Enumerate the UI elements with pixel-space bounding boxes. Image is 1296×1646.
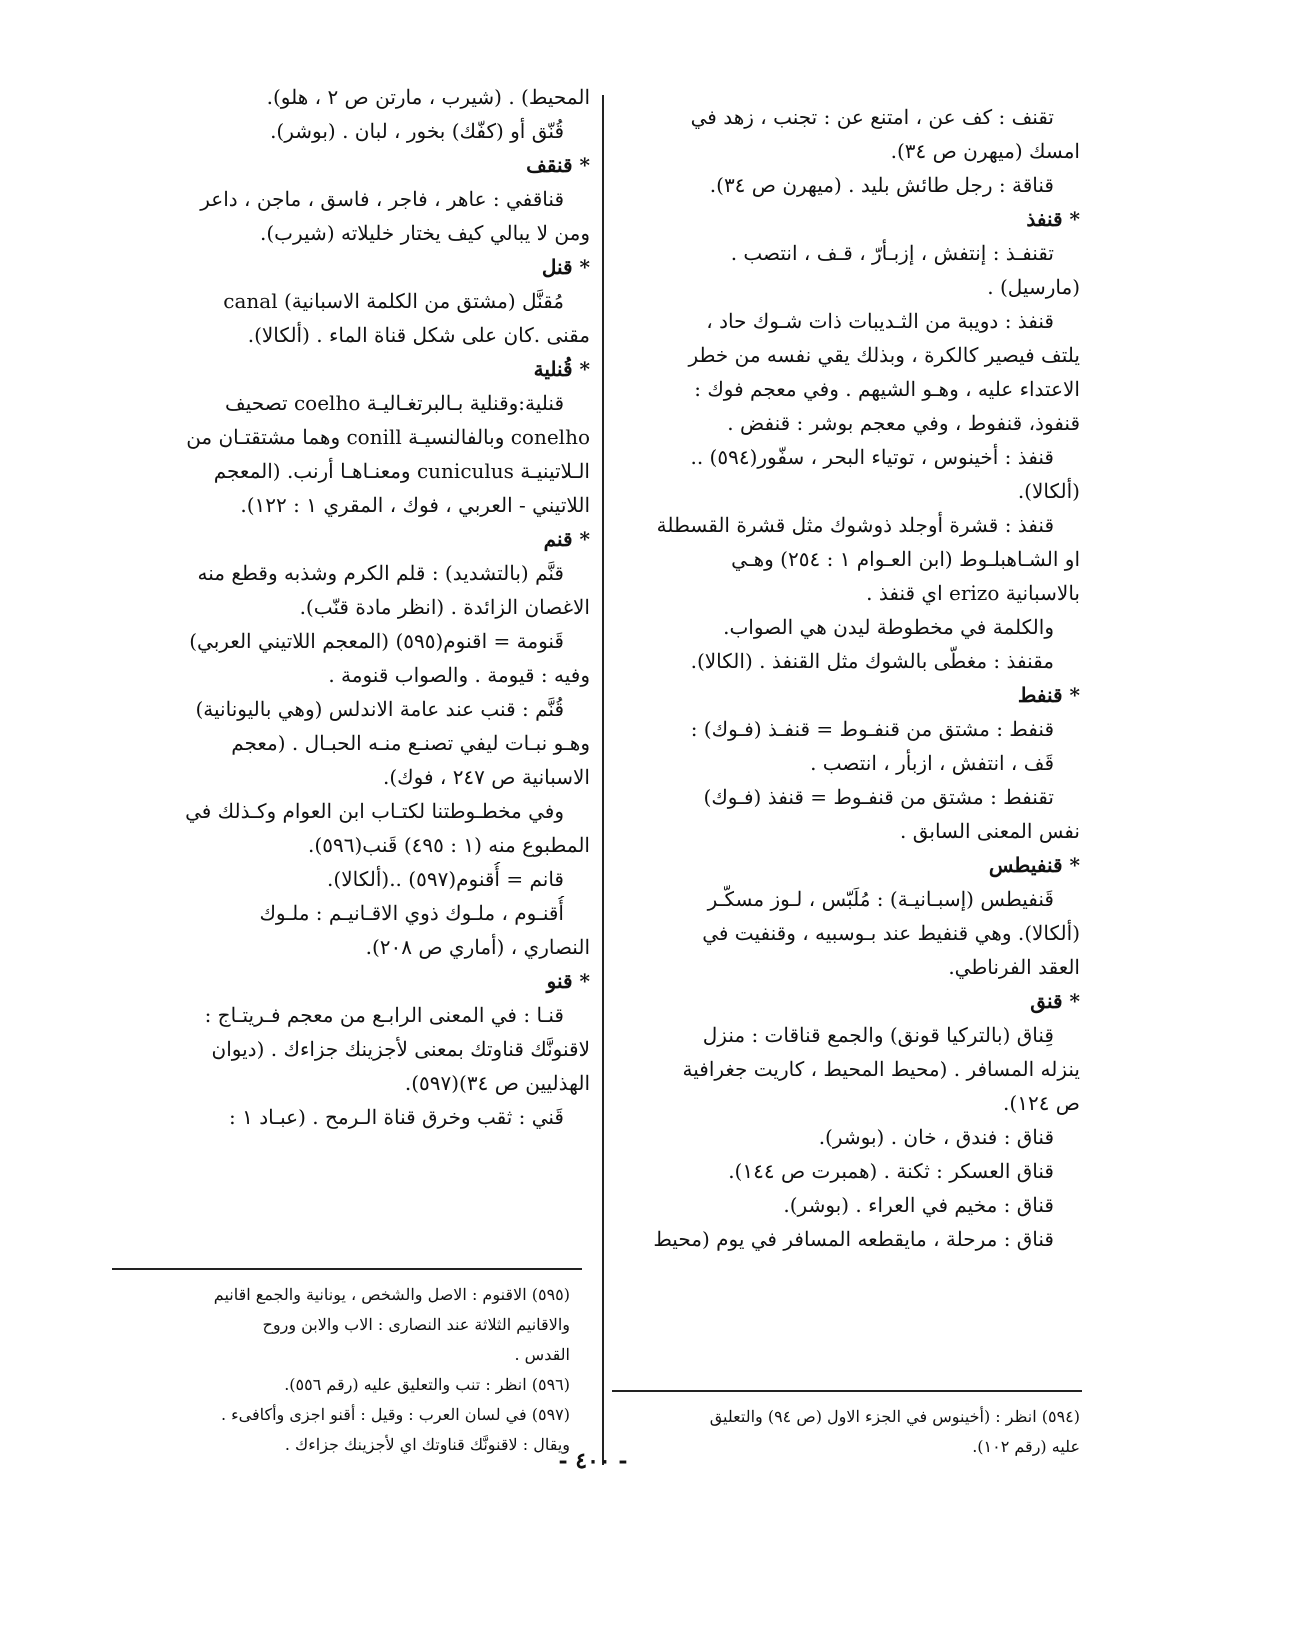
text-line: وفيه : قيومة . والصواب قنومة . xyxy=(328,663,590,687)
text-line: قنفذ : أخينوس ، توتياء البحر ، سفّور(٥٩٤) .. xyxy=(690,445,1054,469)
text-line: بالاسبانية erizo اي قنفذ . xyxy=(866,581,1080,605)
text-line: قانم = أُقنوم(٥٩٧) ..(ألكالا). xyxy=(327,867,564,891)
text-line: اللاتيني - العربي ، فوك ، المقري ١ : ١٢٢). xyxy=(240,493,590,517)
text-line: قناق : مخيم في العراء . (بوشر). xyxy=(783,1193,1054,1217)
footnote-line: والاقانيم الثلاثة عند النصارى : الاب والابن وروح xyxy=(262,1315,570,1334)
text-line: النصاري ، (أماري ص ٢٠٨). xyxy=(365,935,590,959)
entry-heading: * قنقف xyxy=(526,153,590,177)
text-line: وفي مخطـوطتنا لكتـاب ابن العوام وكـذلك في xyxy=(185,799,564,823)
text-line: قُنَّم : قنب عند عامة الاندلس (وهي باليونانية) xyxy=(195,697,564,721)
text-line: المطبوع منه (١ : ٤٩٥) قَنب(٥٩٦). xyxy=(308,833,590,857)
text-line: مُقنَّل (مشتق من الكلمة الاسبانية) canal xyxy=(223,289,564,313)
text-line: قِناق (بالتركيا قونق) والجمع قناقات : منزل xyxy=(702,1023,1054,1047)
text-line: الهذليين ص ٣٤)(٥٩٧). xyxy=(404,1071,590,1095)
text-line: conelho وبالفالنسيـة conill وهما مشتقتـان من xyxy=(186,425,590,449)
footnote-line: (٥٩٦) انظر : تنب والتعليق عليه (رقم ٥٥٦). xyxy=(284,1375,570,1394)
text-line: قَنفيطس (إسبـانيـة) : مُلَبّس ، لـوز مسكّـر xyxy=(707,887,1054,911)
footnotes-right xyxy=(640,1402,1080,1462)
entry-heading: * قنو xyxy=(546,969,590,993)
text-line: تقنفط : مشتق من قنفـوط = قنفذ (فـوك) xyxy=(703,785,1054,809)
text-line: (مارسيل) . xyxy=(987,275,1080,299)
footnote-rule-left xyxy=(112,1268,582,1270)
text-line: (ألكالا). xyxy=(1017,479,1080,503)
text-line: العقد الفرناطي. xyxy=(948,955,1080,979)
right-column xyxy=(640,100,1080,1256)
entry-heading: * قنل xyxy=(541,255,590,279)
text-line: الاغصان الزائدة . (انظر مادة قنّب). xyxy=(299,595,590,619)
text-line: تقنف : كف عن ، امتنع عن : تجنب ، زهد في xyxy=(690,105,1054,129)
footnote-line: (٥٩٧) في لسان العرب : وقيل : أقنو اجزى وأكافىء . xyxy=(220,1405,570,1424)
text-line: قُنّق أو (كفّك) بخور ، لبان . (بوشر). xyxy=(270,119,564,143)
text-line: قناق : فندق ، خان . (بوشر). xyxy=(818,1125,1054,1149)
text-line: (ألكالا). وهي قنفيط عند بـوسبيه ، وقنفيت في xyxy=(702,921,1080,945)
column-divider xyxy=(602,95,604,1465)
text-line: قنفذ : دويبة من الثـديبات ذات شـوك حاد ، xyxy=(706,309,1054,333)
text-line: قنفوذ، قنفوط ، وفي معجم بوشر : قنفض . xyxy=(727,411,1080,435)
text-line: قنفذ : قشرة أوجلد ذوشوك مثل قشرة القسطلة xyxy=(656,513,1054,537)
footnotes-left xyxy=(130,1280,570,1460)
text-line: وهـو نبـات ليفي تصنـع منـه الحبـال . (معجم xyxy=(231,731,590,755)
text-line: امسك (ميهرن ص ٣٤). xyxy=(890,139,1080,163)
entry-heading: * قنم xyxy=(543,527,590,551)
text-line: قنَّم (بالتشديد) : قلم الكرم وشذبه وقطع منه xyxy=(197,561,564,585)
text-line: نفس المعنى السابق . xyxy=(899,819,1080,843)
text-line: قناقفي : عاهر ، فاجر ، فاسق ، ماجن ، داعر xyxy=(200,187,564,211)
footnote-line: القدس . xyxy=(514,1345,570,1364)
footnote-rule-right xyxy=(612,1390,1082,1392)
text-line: قَنومة = اقنوم(٥٩٥) (المعجم اللاتيني العربي) xyxy=(189,629,564,653)
text-line: قَني : ثقب وخرق قناة الـرمح . (عبـاد ١ : xyxy=(229,1105,564,1129)
text-line: او الشـاهبلـوط (ابن العـوام ١ : ٢٥٤) وهـي xyxy=(731,547,1080,571)
entry-heading: * قنفيطس xyxy=(988,853,1080,877)
left-column xyxy=(130,80,590,1134)
text-line: قَف ، انتفش ، ازبأر ، انتصب . xyxy=(810,751,1054,775)
footnote-line: (٥٩٤) انظر : (أخينوس في الجزء الاول (ص ٩٤) والتعليق xyxy=(709,1407,1080,1426)
text-line: يلتف فيصير كالكرة ، وبذلك يقي نفسه من خطر xyxy=(688,343,1080,367)
footnote-line: ويقال : لاقنونَّك قناوتك اي لأجزينك جزاءك . xyxy=(284,1435,570,1454)
text-line: تقنفـذ : إنتفش ، إزبـأرّ ، قـف ، انتصب . xyxy=(730,241,1054,265)
text-line: ينزله المسافر . (محيط المحيط ، كاريت جغرافية xyxy=(682,1057,1080,1081)
text-line: لاقنونَّك قناوتك بمعنى لأجزينك جزاءك . (ديوان xyxy=(211,1037,590,1061)
text-line: ومن لا يبالي كيف يختار خليلاته (شيرب). xyxy=(260,221,590,245)
text-line: مقنى .كان على شكل قناة الماء . (ألكالا). xyxy=(247,323,590,347)
entry-heading: * قنق xyxy=(1030,989,1080,1013)
text-line: أُقنـوم ، ملـوك ذوي الاقـانيـم : ملـوك xyxy=(259,901,564,925)
footnote-line: (٥٩٥) الاقنوم : الاصل والشخص ، يونانية والجمع اقانيم xyxy=(213,1285,570,1304)
text-line: قنلية:وقنلية بـالبرتغـاليـة coelho تصحيف xyxy=(225,391,564,415)
footnote-line: عليه (رقم ١٠٢). xyxy=(972,1437,1080,1456)
text-line: قنـا : في المعنى الرابـع من معجم فـريتـاج : xyxy=(204,1003,564,1027)
text-line: الـلاتينيـة cuniculus ومعنـاهـا أرنب. (المعجم xyxy=(213,459,590,483)
text-line: مقنفذ : مغطّى بالشوك مثل القنفذ . (الكالا). xyxy=(690,649,1054,673)
text-line: قناق العسكر : ثكنة . (همبرت ص ١٤٤). xyxy=(728,1159,1054,1183)
text-line: والكلمة في مخطوطة ليدن هي الصواب. xyxy=(723,615,1054,639)
entry-heading: * قنفذ xyxy=(1026,207,1080,231)
text-line: قناقة : رجل طائش بليد . (ميهرن ص ٣٤). xyxy=(709,173,1054,197)
entry-heading: * قنفط xyxy=(1017,683,1080,707)
text-line: الاسبانية ص ٢٤٧ ، فوك). xyxy=(382,765,590,789)
page-number: - ٤٠٠ - xyxy=(558,1448,628,1474)
text-line: المحيط) . (شيرب ، مارتن ص ٢ ، هلو). xyxy=(266,85,590,109)
text-line: قناق : مرحلة ، مايقطعه المسافر في يوم (محيط xyxy=(653,1227,1054,1251)
text-line: الاعتداء عليه ، وهـو الشيهم . وفي معجم فوك : xyxy=(694,377,1080,401)
text-line: ص ١٢٤). xyxy=(1003,1091,1080,1115)
text-line: قنفط : مشتق من قنفـوط = قنفـذ (فـوك) : xyxy=(690,717,1054,741)
entry-heading: * قُنلية xyxy=(533,357,590,381)
